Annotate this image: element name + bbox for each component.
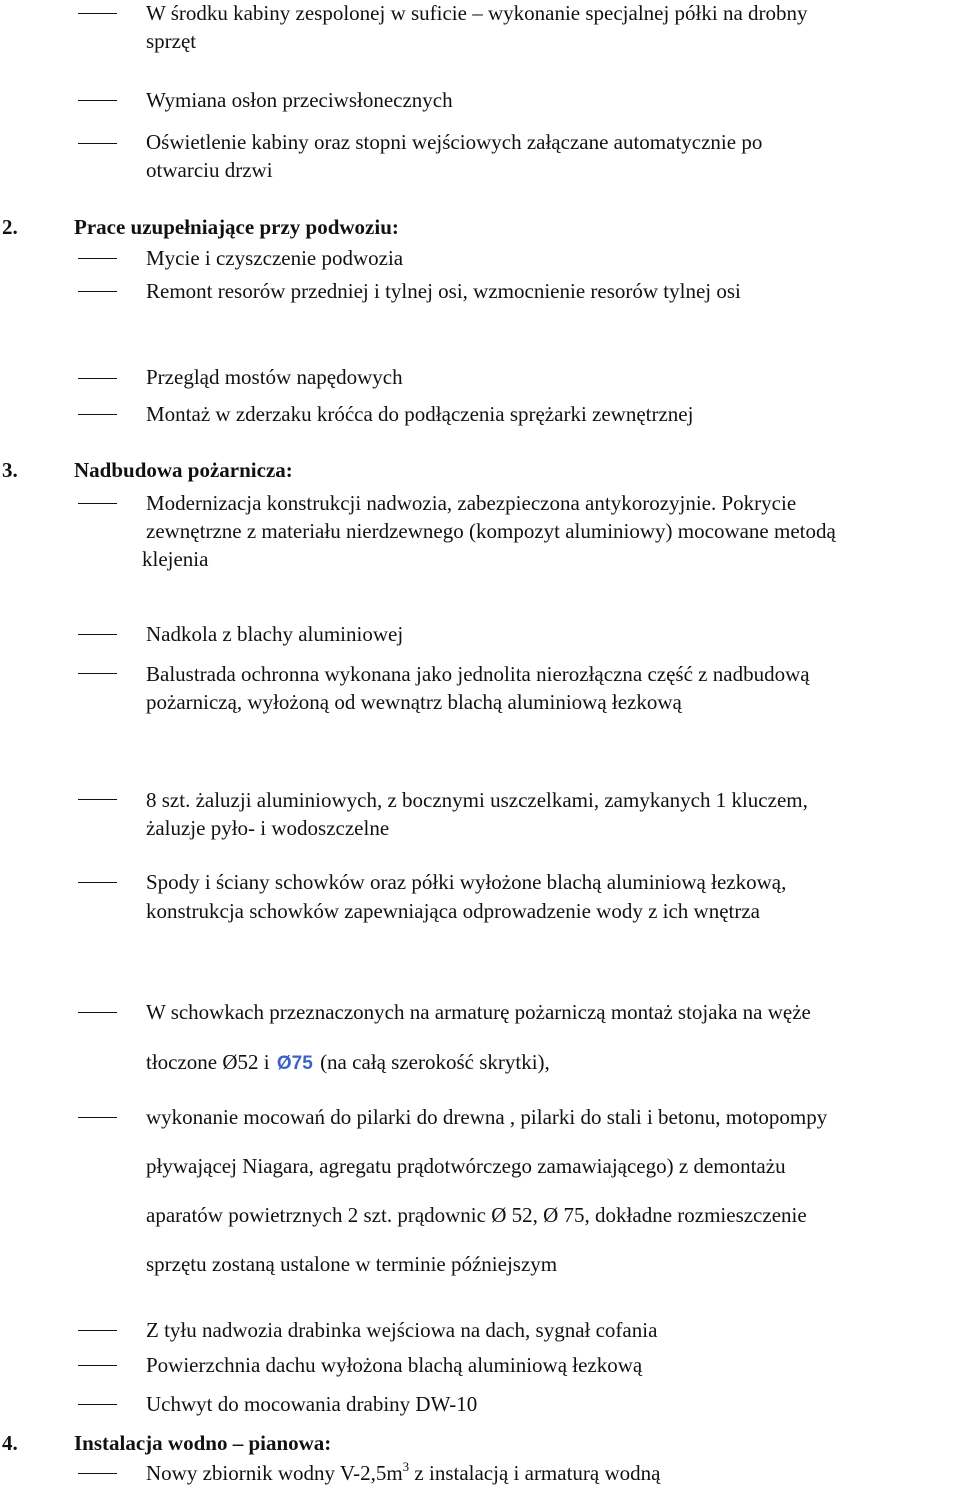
- list-item: W schowkach przeznaczonych na armaturę pożarniczą montaż stojaka na węże: [146, 1000, 811, 1024]
- list-item: W środku kabiny zespolonej w suficie – wykonanie specjalnej półki na drobny: [146, 1, 808, 25]
- list-item: Przegląd mostów napędowych: [146, 365, 403, 389]
- bullet-dash: [78, 414, 117, 415]
- list-item: Mycie i czyszczenie podwozia: [146, 246, 404, 270]
- list-item: Wymiana osłon przeciwsłonecznych: [146, 88, 453, 112]
- list-item: Spody i ściany schowków oraz półki wyłożone blachą aluminiową łezkową,: [146, 870, 787, 894]
- text-run: z instalacją i armaturą wodną: [409, 1461, 661, 1485]
- bullet-dash: [78, 13, 117, 14]
- bullet-dash: [78, 882, 117, 883]
- list-item-continuation: aparatów powietrznych 2 szt. prądownic Ø 52, Ø 75, dokładne rozmieszczenie: [146, 1203, 807, 1227]
- text-run: tłoczone Ø52 i: [146, 1050, 275, 1074]
- section-heading: Instalacja wodno – pianowa:: [74, 1431, 332, 1455]
- list-item-continuation: zewnętrzne z materiału nierdzewnego (kompozyt aluminiowy) mocowane metodą: [146, 519, 836, 543]
- list-item: [146, 1459, 660, 1490]
- bullet-dash: [78, 291, 117, 292]
- list-item: 8 szt. żaluzji aluminiowych, z bocznymi uszczelkami, zamykanych 1 kluczem,: [146, 788, 808, 812]
- bullet-dash: [78, 1473, 117, 1474]
- list-item: wykonanie mocowań do pilarki do drewna , pilarki do stali i betonu, motopompy: [146, 1105, 828, 1129]
- list-item-continuation: żaluzje pyło- i wodoszczelne: [146, 816, 390, 840]
- list-item: Montaż w zderzaku króćca do podłączenia sprężarki zewnętrznej: [146, 402, 694, 426]
- list-item: Nadkola z blachy aluminiowej: [146, 622, 404, 646]
- bullet-dash: [78, 799, 117, 800]
- bullet-dash: [78, 1012, 117, 1013]
- list-item-continuation: sprzęt: [146, 29, 197, 53]
- superscript: 3: [402, 1459, 410, 1474]
- bullet-dash: [78, 378, 117, 379]
- section-number: 2.: [2, 215, 18, 239]
- list-item-continuation: otwarciu drzwi: [146, 158, 273, 182]
- list-item-continuation: pożarniczą, wyłożoną od wewnątrz blachą aluminiową łezkową: [146, 690, 682, 714]
- section-heading: Prace uzupełniające przy podwoziu:: [74, 215, 399, 239]
- list-item: Powierzchnia dachu wyłożona blachą aluminiową łezkową: [146, 1353, 643, 1377]
- diameter-75-image: Ø75: [276, 1053, 313, 1074]
- list-item: Z tyłu nadwozia drabinka wejściowa na dach, sygnał cofania: [146, 1318, 658, 1342]
- section-number: 4.: [2, 1431, 18, 1455]
- bullet-dash: [78, 258, 117, 259]
- bullet-dash: [78, 100, 117, 101]
- list-item-continuation: konstrukcja schowków zapewniająca odprowadzenie wody z ich wnętrza: [146, 899, 761, 923]
- bullet-dash: [78, 143, 117, 144]
- list-item-continuation: klejenia: [142, 547, 209, 571]
- bullet-dash: [78, 1365, 117, 1366]
- list-item-continuation: [146, 1048, 550, 1078]
- list-item-continuation: sprzętu zostaną ustalone w terminie późniejszym: [146, 1252, 558, 1276]
- text-run: Nowy zbiornik wodny V-2,5m: [146, 1461, 403, 1485]
- bullet-dash: [78, 673, 117, 674]
- list-item: Balustrada ochronna wykonana jako jednolita nierozłączna część z nadbudową: [146, 662, 810, 686]
- list-item: Oświetlenie kabiny oraz stopni wejściowych załączane automatycznie po: [146, 130, 763, 154]
- bullet-dash: [78, 1330, 117, 1331]
- list-item: Remont resorów przedniej i tylnej osi, wzmocnienie resorów tylnej osi: [146, 279, 741, 303]
- bullet-dash: [78, 634, 117, 635]
- list-item-continuation: pływającej Niagara, agregatu prądotwórczego zamawiającego) z demontażu: [146, 1154, 786, 1178]
- bullet-dash: [78, 1117, 117, 1118]
- bullet-dash: [78, 503, 117, 504]
- section-heading: Nadbudowa pożarnicza:: [74, 458, 293, 482]
- list-item: Uchwyt do mocowania drabiny DW-10: [146, 1392, 478, 1416]
- section-number: 3.: [2, 458, 18, 482]
- bullet-dash: [78, 1404, 117, 1405]
- text-run: (na całą szerokość skrytki),: [314, 1050, 550, 1074]
- list-item: Modernizacja konstrukcji nadwozia, zabezpieczona antykorozyjnie. Pokrycie: [146, 491, 797, 515]
